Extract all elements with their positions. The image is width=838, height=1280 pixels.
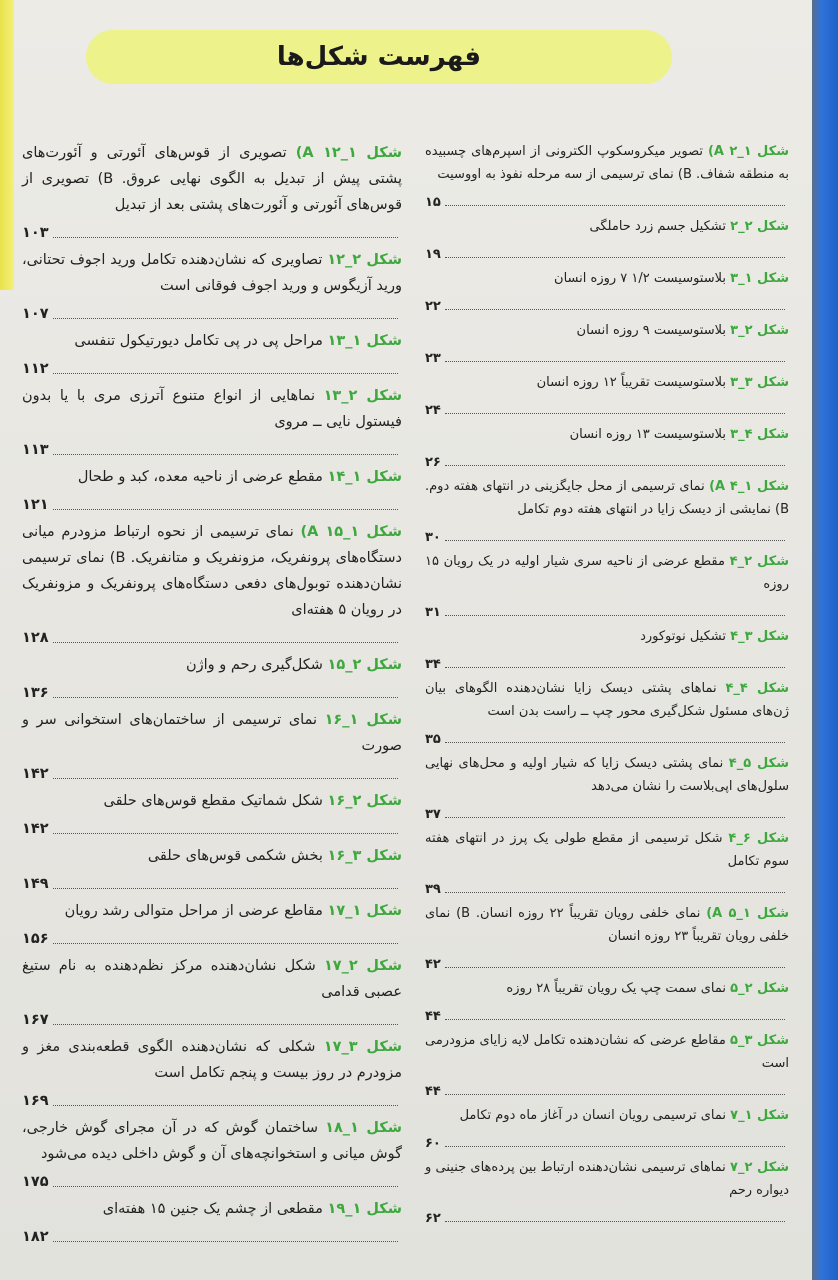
figure-caption: شکل ترسیمی از مقطع طولی یک پرز در انتهای هفته سوم تکامل bbox=[425, 831, 789, 869]
page-number: ۳۵ bbox=[425, 732, 441, 747]
dot-leader bbox=[53, 1186, 398, 1187]
figure-caption: بلاستوسیست ۱/۲ ۷ روزه انسان bbox=[554, 271, 726, 286]
figure-caption: نمای خلفی رویان تقریباً ۲۲ روزه انسان. B) نمای خلفی رویان تقریباً ۲۳ روزه انسان bbox=[425, 906, 789, 944]
figure-caption: مقاطع عرضی از مراحل متوالی رشد رویان bbox=[64, 903, 323, 919]
figure-label: شکل ۲_۵ bbox=[730, 981, 789, 996]
page-number-row bbox=[425, 648, 789, 676]
figure-entry bbox=[425, 977, 789, 1028]
page-number: ۳۱ bbox=[425, 605, 441, 620]
figure-caption: شکل شماتیک مقطع قوس‌های حلقی bbox=[103, 793, 323, 809]
figure-label: شکل ۱_۷ bbox=[730, 1108, 789, 1123]
page-number-row bbox=[22, 678, 402, 706]
figure-entry bbox=[22, 1196, 402, 1250]
page-number: ۲۲ bbox=[425, 299, 441, 314]
figure-caption: مقطع عرضی از ناحیه معده، کبد و طحال bbox=[77, 469, 323, 485]
page-number-row bbox=[425, 798, 789, 826]
figure-label: شکل ۲_۱۵ bbox=[327, 657, 402, 673]
figure-label: شکل ۵_۴ bbox=[728, 756, 789, 771]
figure-entry bbox=[22, 383, 402, 463]
dot-leader bbox=[53, 1024, 398, 1025]
page-number-row bbox=[22, 814, 402, 842]
page-number: ۱۷۵ bbox=[22, 1174, 49, 1190]
dot-leader bbox=[53, 454, 398, 455]
figure-caption: تشکیل جسم زرد حاملگی bbox=[589, 219, 726, 234]
figure-entry bbox=[22, 1034, 402, 1114]
figure-entry bbox=[22, 898, 402, 952]
dot-leader bbox=[53, 943, 398, 944]
figure-entry bbox=[425, 677, 789, 751]
figure-label: شکل ۲_۳ bbox=[730, 323, 789, 338]
figure-label: شکل ۱_۱۵ A) bbox=[300, 524, 402, 540]
dot-leader bbox=[445, 465, 785, 466]
dot-leader bbox=[445, 361, 785, 362]
page-number-row bbox=[22, 1167, 402, 1195]
figure-entry bbox=[22, 707, 402, 787]
page-number-row bbox=[425, 521, 789, 549]
page-number: ۱۵ bbox=[425, 195, 441, 210]
page-number-row bbox=[425, 1202, 789, 1230]
page-number: ۱۱۳ bbox=[22, 442, 49, 458]
page-number-row bbox=[22, 435, 402, 463]
figure-caption: تصویری از قوس‌های آئورتی و آئورت‌های پشتی پیش از تبدیل به الگوی نهایی عروق. B) تصویری از قوس‌های آئورتی و آئورت‌های پشتی بعد از تبدیل bbox=[22, 145, 402, 213]
dot-leader bbox=[445, 1019, 785, 1020]
figure-entry bbox=[22, 1115, 402, 1195]
figure-label: شکل ۱_۴ A) bbox=[709, 479, 789, 494]
page-number: ۲۶ bbox=[425, 455, 441, 470]
figure-label: شکل ۱_۱۸ bbox=[325, 1120, 402, 1136]
dot-leader bbox=[445, 667, 785, 668]
figure-label: شکل ۲_۱۲ bbox=[327, 252, 403, 268]
dot-leader bbox=[445, 1221, 785, 1222]
figure-entry bbox=[425, 550, 789, 624]
figure-entry bbox=[425, 625, 789, 676]
page-number-row bbox=[425, 1075, 789, 1103]
figure-label: شکل ۱_۱۲ A) bbox=[295, 145, 403, 161]
figure-caption: مقطعی از چشم یک جنین ۱۵ هفته‌ای bbox=[102, 1201, 323, 1217]
dot-leader bbox=[445, 205, 785, 206]
dot-leader bbox=[445, 1094, 785, 1095]
dot-leader bbox=[445, 309, 785, 310]
figure-entry bbox=[22, 843, 402, 897]
page-number: ۱۶۷ bbox=[22, 1012, 49, 1028]
figure-entry bbox=[425, 827, 789, 901]
figure-label: شکل ۱_۱۳ bbox=[327, 333, 402, 349]
page-number: ۲۳ bbox=[425, 351, 441, 366]
dot-leader bbox=[53, 697, 398, 698]
page-number-row bbox=[425, 394, 789, 422]
page-number-row bbox=[22, 759, 402, 787]
figure-caption: ساختمان گوش که در آن مجرای گوش خارجی، گوش میانی و استخوانچه‌های آن و گوش داخلی دیده می‌شود bbox=[22, 1120, 402, 1162]
figure-list-left-column bbox=[22, 140, 402, 1251]
dot-leader bbox=[53, 509, 398, 510]
figure-entry bbox=[425, 215, 789, 266]
page-number-row bbox=[425, 723, 789, 751]
page-number: ۶۲ bbox=[425, 1211, 441, 1226]
dot-leader bbox=[53, 642, 398, 643]
figure-caption: نمای ترسیمی از نحوه ارتباط مزودرم میانی دستگاه‌های پرونفریک، مزونفریک و متانفریک. B) نمای ترسیمی نشان‌دهنده توبول‌های دفعی دستگاه‌های پرونفریک و مزونفریک در رویان ۵ هفته‌ای bbox=[22, 524, 403, 618]
page-number: ۱۴۹ bbox=[22, 876, 49, 892]
dot-leader bbox=[445, 967, 785, 968]
figure-entry bbox=[22, 140, 402, 246]
figure-entry bbox=[425, 1029, 789, 1103]
figure-list-right-column bbox=[425, 140, 789, 1231]
page-number-row bbox=[425, 290, 789, 318]
page-number: ۱۳۶ bbox=[22, 685, 49, 701]
page-number: ۶۰ bbox=[425, 1136, 441, 1151]
figure-entry bbox=[22, 652, 402, 706]
page-number: ۱۴۲ bbox=[22, 821, 49, 837]
figure-entry bbox=[22, 247, 402, 327]
figure-label: شکل ۱_۱۷ bbox=[327, 903, 402, 919]
dot-leader bbox=[445, 540, 785, 541]
dot-leader bbox=[53, 373, 398, 374]
page-number: ۴۲ bbox=[425, 957, 441, 972]
figure-label: شکل ۳_۳ bbox=[730, 375, 789, 390]
page-title: فهرست شکل‌ها bbox=[276, 42, 482, 72]
dot-leader bbox=[53, 318, 398, 319]
dot-leader bbox=[53, 1105, 398, 1106]
figure-entry bbox=[22, 953, 402, 1033]
figure-entry bbox=[425, 371, 789, 422]
figure-caption: نمای ترسیمی از ساختمان‌های استخوانی سر و صورت bbox=[22, 712, 402, 754]
figure-label: شکل ۲_۱۷ bbox=[323, 958, 403, 974]
page-number: ۱۴۲ bbox=[22, 766, 49, 782]
page-number-row bbox=[22, 299, 402, 327]
figure-entry bbox=[425, 1156, 789, 1230]
dot-leader bbox=[445, 892, 785, 893]
figure-label: شکل ۶_۴ bbox=[728, 831, 789, 846]
figure-label: شکل ۴_۴ bbox=[725, 681, 789, 696]
page-number: ۱۸۲ bbox=[22, 1229, 49, 1245]
page-number-row bbox=[425, 446, 789, 474]
figure-label: شکل ۱_۱۶ bbox=[324, 712, 402, 728]
figure-caption: شکلی که نشان‌دهنده الگوی قطعه‌بندی مغز و مزودرم در روز بیست و پنجم تکامل است bbox=[22, 1039, 402, 1081]
page-number: ۱۰۳ bbox=[22, 225, 49, 241]
figure-caption: مقاطع عرضی که نشان‌دهنده تکامل لایه زایای مزودرمی است bbox=[425, 1033, 789, 1071]
page-number: ۱۰۷ bbox=[22, 306, 49, 322]
page-number: ۳۹ bbox=[425, 882, 441, 897]
dot-leader bbox=[445, 413, 785, 414]
figure-caption: نمای سمت چپ یک رویان تقریباً ۲۸ روزه bbox=[506, 981, 726, 996]
page-number: ۳۷ bbox=[425, 807, 441, 822]
page-number-row bbox=[22, 490, 402, 518]
page-number-row bbox=[425, 948, 789, 976]
figure-entry bbox=[425, 267, 789, 318]
dot-leader bbox=[445, 742, 785, 743]
figure-caption: تصویر میکروسکوپ الکترونی از اسپرم‌های چسبیده به منطقه شفاف. B) نمای ترسیمی از سه مرحله نفوذ به اووسیت bbox=[425, 144, 789, 182]
dot-leader bbox=[53, 888, 398, 889]
page-number: ۱۲۸ bbox=[22, 630, 49, 646]
figure-entry bbox=[425, 319, 789, 370]
dot-leader bbox=[445, 615, 785, 616]
figure-entry bbox=[22, 328, 402, 382]
figure-caption: نماهایی از انواع متنوع آترزی مری با یا بدون فیستول نایی ــ مروی bbox=[22, 388, 402, 430]
figure-label: شکل ۱_۱۹ bbox=[327, 1201, 402, 1217]
dot-leader bbox=[53, 1241, 398, 1242]
figure-caption: مراحل پی در پی تکامل دیورتیکول تنفسی bbox=[74, 333, 323, 349]
figure-caption: شکل نشان‌دهنده مرکز نظم‌دهنده به نام ستیغ عصبی قدامی bbox=[22, 958, 402, 1000]
page-number-row bbox=[22, 869, 402, 897]
page-number-row bbox=[425, 873, 789, 901]
figure-label: شکل ۱_۱۴ bbox=[327, 469, 402, 485]
page-number-row bbox=[425, 1000, 789, 1028]
figure-label: شکل ۱_۲ A) bbox=[707, 144, 789, 159]
page-number: ۳۰ bbox=[425, 530, 441, 545]
page-number-row bbox=[425, 186, 789, 214]
figure-entry bbox=[425, 902, 789, 976]
dot-leader bbox=[445, 817, 785, 818]
figure-entry bbox=[425, 1104, 789, 1155]
page-number-row bbox=[22, 1222, 402, 1250]
page-number-row bbox=[425, 1127, 789, 1155]
page-number-row bbox=[22, 924, 402, 952]
figure-label: شکل ۲_۷ bbox=[730, 1160, 789, 1175]
figure-caption: نمای ترسیمی رویان انسان در آغاز ماه دوم تکامل bbox=[459, 1108, 726, 1123]
figure-entry bbox=[22, 788, 402, 842]
page-number-row bbox=[22, 623, 402, 651]
figure-label: شکل ۳_۵ bbox=[730, 1033, 789, 1048]
figure-caption: تصاویری که نشان‌دهنده تکامل ورید اجوف تحتانی، ورید آزیگوس و ورید اجوف فوقانی است bbox=[22, 252, 402, 294]
figure-caption: بلاستوسیست ۹ روزه انسان bbox=[576, 323, 726, 338]
page-number: ۴۴ bbox=[425, 1009, 441, 1024]
page-number-row bbox=[425, 596, 789, 624]
figure-caption: مقطع عرضی از ناحیه سری شیار اولیه در یک رویان ۱۵ روزه bbox=[425, 554, 789, 592]
page-number-row bbox=[425, 342, 789, 370]
page-number-row bbox=[22, 354, 402, 382]
figure-caption: نمای پشتی دیسک زایا که شیار اولیه و محل‌های نهایی سلول‌های اپی‌بلاست را نشان می‌دهد bbox=[425, 756, 789, 794]
figure-entry bbox=[425, 475, 789, 549]
dot-leader bbox=[53, 833, 398, 834]
page-number: ۱۲۱ bbox=[22, 497, 49, 513]
figure-caption: بلاستوسیست تقریباً ۱۲ روزه انسان bbox=[536, 375, 726, 390]
figure-label: شکل ۳_۴ bbox=[730, 629, 789, 644]
page-number: ۱۱۲ bbox=[22, 361, 49, 377]
dot-leader bbox=[53, 237, 398, 238]
page-number-row bbox=[22, 218, 402, 246]
figure-label: شکل ۲_۴ bbox=[729, 554, 790, 569]
figure-caption: نمای ترسیمی از محل جایگزینی در انتهای هفته دوم. B) نمایشی از دیسک زایا در انتهای هفته دوم تکامل bbox=[425, 479, 789, 517]
dot-leader bbox=[445, 1146, 785, 1147]
dot-leader bbox=[445, 257, 785, 258]
figure-caption: نماهای ترسیمی نشان‌دهنده ارتباط بین پرده‌های جنینی و دیواره رحم bbox=[425, 1160, 789, 1198]
figure-entry bbox=[22, 464, 402, 518]
figure-caption: شکل‌گیری رحم و واژن bbox=[185, 657, 323, 673]
figure-label: شکل ۲_۱۳ bbox=[323, 388, 403, 404]
figure-caption: تشکیل نوتوکورد bbox=[640, 629, 726, 644]
page-number-row bbox=[22, 1086, 402, 1114]
figure-entry bbox=[425, 752, 789, 826]
dot-leader bbox=[53, 778, 398, 779]
page-number: ۱۹ bbox=[425, 247, 441, 262]
page-edge-highlight bbox=[0, 0, 14, 290]
figure-label: شکل ۳_۱۶ bbox=[327, 848, 402, 864]
page-number-row bbox=[22, 1005, 402, 1033]
page-number: ۱۶۹ bbox=[22, 1093, 49, 1109]
figure-caption: بلاستوسیست ۱۳ روزه انسان bbox=[569, 427, 726, 442]
page-number: ۴۴ bbox=[425, 1084, 441, 1099]
figure-label: شکل ۲_۱۶ bbox=[327, 793, 402, 809]
figure-label: شکل ۴_۳ bbox=[730, 427, 789, 442]
figure-entry bbox=[425, 140, 789, 214]
figure-entry bbox=[22, 519, 402, 651]
figure-label: شکل ۱_۳ bbox=[730, 271, 789, 286]
figure-label: شکل ۱_۵ A) bbox=[706, 906, 789, 921]
figure-label: شکل ۲_۲ bbox=[730, 219, 789, 234]
page-number: ۱۵۶ bbox=[22, 931, 49, 947]
page-number: ۲۴ bbox=[425, 403, 441, 418]
figure-caption: نماهای پشتی دیسک زایا نشان‌دهنده الگوهای بیان ژن‌های مسئول شکل‌گیری محور چپ ــ راست بدن است bbox=[425, 681, 789, 719]
book-cover-edge bbox=[812, 0, 838, 1280]
figure-caption: بخش شکمی قوس‌های حلقی bbox=[147, 848, 323, 864]
page-number-row bbox=[425, 238, 789, 266]
figure-entry bbox=[425, 423, 789, 474]
figure-label: شکل ۳_۱۷ bbox=[323, 1039, 403, 1055]
page-number: ۳۴ bbox=[425, 657, 441, 672]
